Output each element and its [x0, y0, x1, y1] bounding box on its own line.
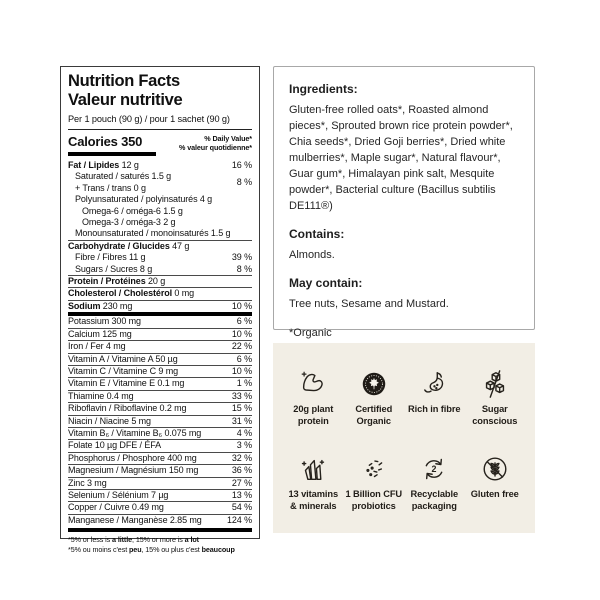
daily-value: 124 %: [226, 514, 252, 525]
probiotics-icon: [359, 454, 389, 484]
daily-value: 10 %: [231, 328, 252, 339]
nutrient-line: Saturated / saturés 1.5 g: [75, 171, 172, 182]
nutrient-row: [68, 160, 252, 171]
feature-item: [466, 369, 525, 427]
nutrient-row: [68, 287, 252, 299]
nutrient-label: [68, 403, 186, 414]
recycle-arrows-icon: [419, 454, 449, 484]
feature-label: 1 Billion CFU probiotics: [345, 489, 403, 511]
nutrition-facts-panel: [60, 66, 260, 554]
nutrient-line: Vitamin B₆ / Vitamine B₆ 0.075 mg: [68, 427, 202, 438]
footnote-segment: , 15% ou plus c'est: [141, 544, 202, 554]
nutrition-facts-title-fr: Valeur nutritive: [68, 91, 183, 109]
feature-item: [405, 454, 464, 512]
daily-value-header-fr: % valeur quotidienne*: [179, 142, 252, 152]
nutrient-line: Folate 10 µg DFE / ÉFA: [68, 440, 162, 451]
daily-value: 1 %: [236, 378, 252, 389]
sugar-cubes-slash-icon: [480, 369, 510, 399]
spacer: [289, 214, 519, 227]
nutrient-row: [68, 415, 252, 427]
nutrient-line: Protein / Protéines 20 g: [68, 276, 166, 287]
daily-value: 10 %: [231, 300, 252, 311]
nutrient-line: Fibre / Fibres 11 g: [75, 252, 146, 263]
footnote-segment: *5% or less is: [68, 535, 113, 545]
nutrient-label: [68, 252, 145, 263]
feature-label: Gluten free: [470, 489, 519, 500]
nutrient-line: Monounsaturated / monoinsaturés 1.5 g: [75, 228, 231, 239]
nutrient-row: [68, 206, 252, 217]
nutrient-name-bold: Carbohydrate / Glucides: [68, 240, 170, 251]
nutrient-label: [68, 366, 178, 377]
nutrient-line: Carbohydrate / Glucides 47 g: [68, 240, 190, 251]
nutrition-rows: [68, 160, 252, 526]
nutrient-row: [68, 377, 252, 389]
nutrient-row: [68, 365, 252, 377]
nutrient-label: [68, 276, 165, 287]
feature-label: 13 vitamins & minerals: [288, 489, 339, 511]
nutrient-label: [68, 264, 152, 275]
nutrient-line: Vitamin E / Vitamine E 0.1 mg: [68, 378, 185, 389]
feature-item: [284, 454, 343, 512]
daily-value: 3 %: [236, 440, 252, 451]
nutrient-row: [68, 228, 252, 239]
nutrient-line: Vitamin A / Vitamine A 50 µg: [68, 353, 178, 364]
nutrient-label: [68, 354, 178, 365]
spacer: [289, 312, 519, 325]
nutrient-line: Zinc 3 mg: [68, 477, 107, 488]
nutrient-row: [68, 300, 252, 312]
nutrient-line: Vitamin C / Vitamine C 9 mg: [68, 365, 179, 376]
feature-item: [466, 454, 525, 512]
daily-value: 6 %: [236, 353, 252, 364]
nutrient-name-bold: Protein / Protéines: [68, 276, 146, 287]
nutrient-line: Omega-6 / oméga-6 1.5 g: [82, 205, 183, 216]
daily-value-header: [179, 134, 252, 152]
nutrient-line: + Trans / trans 0 g: [75, 182, 146, 193]
nutrient-label: [68, 416, 151, 427]
nutrient-line: Cholesterol / Cholestérol 0 mg: [68, 288, 195, 299]
nutrient-name-bold: Cholesterol / Cholestérol: [68, 288, 173, 299]
nutrient-row: [68, 194, 252, 205]
daily-value: 32 %: [231, 452, 252, 463]
nutrient-label: [68, 206, 183, 217]
nutrient-row: [68, 439, 252, 451]
nutrient-line: Iron / Fer 4 mg: [68, 341, 126, 352]
nutrient-row: [68, 489, 252, 501]
nutrient-line: Copper / Cuivre 0.49 mg: [68, 502, 164, 513]
nutrient-line: Sugars / Sucres 8 g: [75, 263, 153, 274]
nutrient-line: Calcium 125 mg: [68, 328, 132, 339]
feature-item: [284, 369, 343, 427]
nutrient-label: [68, 490, 168, 501]
daily-value: 8 %: [236, 177, 252, 188]
nutrient-row: [68, 264, 252, 275]
calories-block: [68, 134, 156, 156]
nutrient-label: [68, 440, 161, 451]
nutrient-label: [68, 171, 171, 194]
daily-value: 13 %: [231, 489, 252, 500]
daily-value: 39 %: [231, 252, 252, 263]
nutrient-row: [68, 402, 252, 414]
feature-item: [345, 369, 404, 427]
gluten-free-icon: [480, 454, 510, 484]
nutrient-label: [68, 217, 175, 228]
mineral-crystals-icon: [298, 454, 328, 484]
contains-heading: Contains:: [289, 227, 345, 241]
nutrient-row: [68, 477, 252, 489]
nutrient-row: [68, 217, 252, 228]
organic-note: *Organic: [289, 327, 332, 339]
footnote-segment: beaucoup: [201, 544, 235, 554]
nutrient-row: [68, 514, 252, 526]
footnote-segment: a little: [112, 535, 133, 545]
nutrient-row: [68, 328, 252, 340]
daily-value: 54 %: [231, 502, 252, 513]
daily-value: 6 %: [236, 316, 252, 327]
ingredients-list: Gluten-free rolled oats*, Roasted almond pieces*, Sprouted brown rice protein powder*, Chia seeds*, Dried Goji berries*, Dried white mulberries*, Maple sugar*, Natural flavour*, Guar gum*, Himalayan pink salt, Mesquite powder*, Bacterial culture (Bacillus subtilis DE111®): [289, 104, 513, 212]
nutrient-line: Manganese / Manganèse 2.85 mg: [68, 514, 202, 525]
ingredients-heading: Ingredients:: [289, 82, 358, 96]
nutrient-label: [68, 478, 107, 489]
nutrient-line: Selenium / Sélénium 7 µg: [68, 489, 169, 500]
serving-size: Per 1 pouch (90 g) / pour 1 sachet (90 g): [68, 110, 252, 130]
nutrient-row: [68, 353, 252, 365]
nutrient-row: [68, 312, 252, 327]
nutrient-line: Omega-3 / oméga-3 2 g: [82, 217, 176, 228]
calories-value: Calories 350: [68, 134, 143, 149]
footnote-line: [68, 545, 252, 555]
nutrient-line: Fat / Lipides 12 g: [68, 160, 139, 170]
nutrient-row: [68, 275, 252, 287]
stomach-icon: [419, 369, 449, 399]
nutrient-line: Polyunsaturated / polyinsaturés 4 g: [75, 194, 213, 205]
nutrient-name-bold: Sodium: [68, 300, 101, 311]
feature-label: Rich in fibre: [408, 404, 461, 414]
daily-value: 16 %: [231, 160, 252, 170]
feature-label: Recyclable packaging: [410, 489, 459, 511]
nutrient-label: [68, 228, 230, 239]
flexed-arm-icon: [298, 369, 328, 399]
daily-value: 27 %: [231, 477, 252, 488]
nutrient-label: [68, 316, 141, 327]
nutrient-line: Niacin / Niacine 5 mg: [68, 415, 151, 426]
nutrient-line: Magnesium / Magnésium 150 mg: [68, 465, 199, 476]
nutrient-line: Riboflavin / Riboflavine 0.2 mg: [68, 403, 187, 414]
nutrient-label: [68, 194, 212, 205]
daily-value: 33 %: [231, 390, 252, 401]
daily-value: 15 %: [231, 403, 252, 414]
nutrient-label: [68, 288, 194, 299]
daily-value: 22 %: [231, 341, 252, 352]
nutrient-label: [68, 341, 126, 352]
daily-value: 8 %: [236, 263, 252, 274]
daily-value-header-en: % Daily Value*: [204, 134, 252, 143]
nutrient-label: [68, 465, 198, 476]
features-grid: [273, 343, 535, 533]
svg-text:2: 2: [431, 464, 437, 475]
nutrient-label: [68, 515, 202, 526]
nutrient-label: [68, 453, 197, 464]
nutrient-label: [68, 160, 139, 171]
nutrient-line: Phosphorus / Phosphore 400 mg: [68, 452, 197, 463]
nutrient-row: [68, 452, 252, 464]
calories-underline: [68, 152, 156, 156]
feature-item: [345, 454, 404, 512]
footnote-line: [68, 535, 252, 545]
ingredients-panel: [273, 66, 535, 339]
contains-text: Almonds.: [289, 249, 335, 261]
spacer: [289, 263, 519, 276]
feature-label: Certified Organic: [355, 404, 393, 426]
nutrient-label: [68, 378, 184, 389]
nutrient-label: [68, 428, 201, 439]
nutrient-label: [68, 502, 164, 513]
footnote-segment: , 15% or more is: [132, 535, 185, 545]
nutrient-row: [68, 340, 252, 352]
nutrient-line: Sodium 230 mg: [68, 300, 133, 311]
nutrient-row: [68, 427, 252, 439]
calories-row: [68, 130, 252, 159]
nutrient-label: [68, 241, 189, 252]
feature-label: Sugar conscious: [472, 404, 518, 426]
nutrient-row: [68, 464, 252, 476]
daily-value: 4 %: [236, 427, 252, 438]
nutrient-row: [68, 390, 252, 402]
nutrient-line: Thiamine 0.4 mg: [68, 390, 134, 401]
daily-value: 36 %: [231, 465, 252, 476]
nutrition-facts-title-en: Nutrition Facts: [68, 72, 180, 90]
nutrient-label: [68, 301, 132, 312]
feature-label: 20g plant protein: [293, 404, 334, 426]
nutrient-row: [68, 240, 252, 252]
may-contain-heading: May contain:: [289, 276, 363, 290]
footnote-segment: *5% ou moins c'est: [68, 544, 129, 554]
nutrient-label: [68, 329, 132, 340]
footnote-segment: a lot: [184, 535, 199, 545]
feature-item: [405, 369, 464, 427]
nutrient-name-bold: Fat / Lipides: [68, 160, 120, 170]
nutrient-row: [68, 252, 252, 263]
certified-organic-seal-icon: [359, 369, 389, 399]
nutrition-footnotes: [68, 528, 252, 554]
may-contain-text: Tree nuts, Sesame and Mustard.: [289, 298, 449, 310]
nutrient-row: [68, 171, 252, 194]
nutrient-row: [68, 501, 252, 513]
footnote-segment: peu: [129, 544, 142, 554]
nutrient-label: [68, 391, 134, 402]
nutrient-line: Potassium 300 mg: [68, 316, 141, 327]
daily-value: 10 %: [231, 365, 252, 376]
daily-value: 31 %: [231, 415, 252, 426]
